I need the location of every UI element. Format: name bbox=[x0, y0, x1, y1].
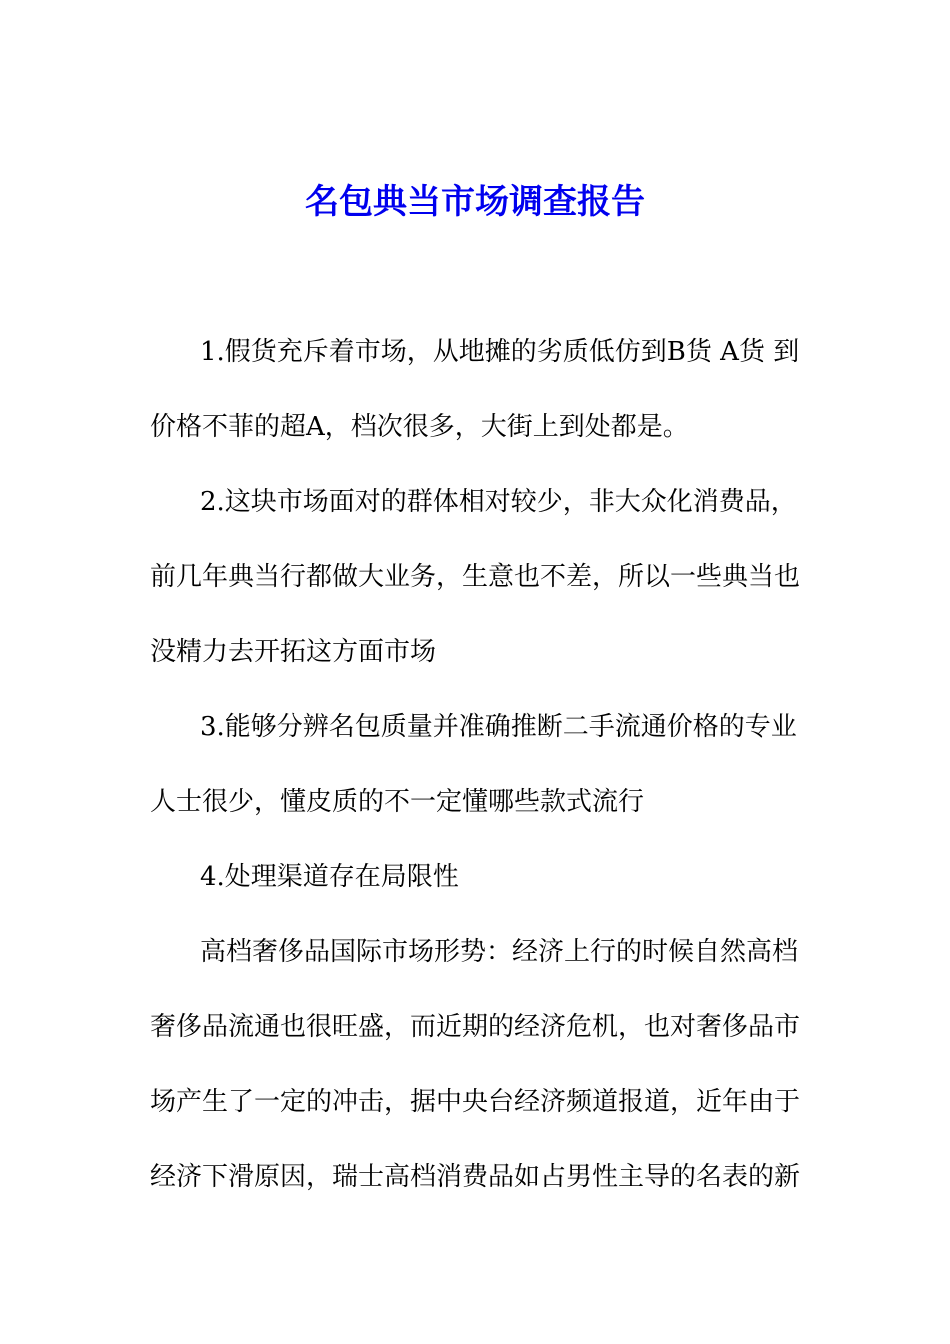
paragraph-line: 4.处理渠道存在局限性 bbox=[200, 862, 459, 892]
paragraph-line: 3.能够分辨名包质量并准确推断二手流通价格的专业 bbox=[200, 712, 797, 742]
paragraph-line: 场产生了一定的冲击，据中央台经济频道报道，近年由于 bbox=[150, 1087, 801, 1117]
paragraph-line: 人士很少，懂皮质的不一定懂哪些款式流行 bbox=[150, 787, 645, 817]
paragraph-line: 奢侈品流通也很旺盛，而近期的经济危机，也对奢侈品市 bbox=[150, 1012, 801, 1042]
paragraph-line: 前几年典当行都做大业务，生意也不差，所以一些典当也 bbox=[150, 562, 801, 592]
paragraph-line: 1.假货充斥着市场，从地摊的劣质低仿到B货 A货 到 bbox=[200, 337, 800, 367]
paragraph-line: 没精力去开拓这方面市场 bbox=[150, 637, 437, 667]
paragraph-line: 经济下滑原因，瑞士高档消费品如占男性主导的名表的新 bbox=[150, 1162, 801, 1192]
paragraph-line: 高档奢侈品国际市场形势：经济上行的时候自然高档 bbox=[200, 937, 799, 967]
document-title: 名包典当市场调查报告 bbox=[305, 182, 645, 222]
paragraph-line: 价格不菲的超A，档次很多，大街上到处都是。 bbox=[150, 412, 689, 442]
paragraph-line: 2.这块市场面对的群体相对较少，非大众化消费品， bbox=[200, 487, 797, 517]
